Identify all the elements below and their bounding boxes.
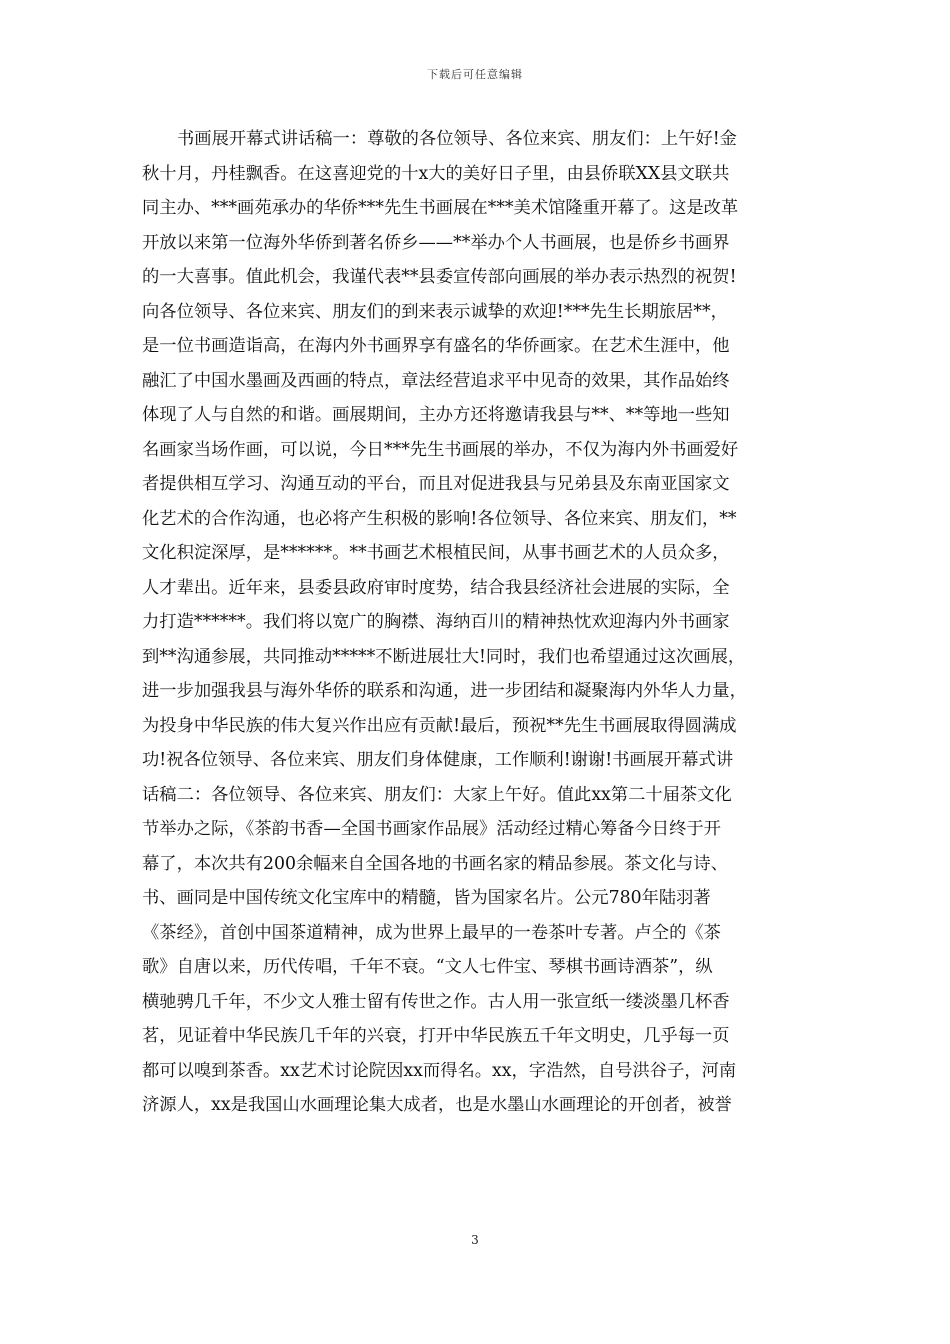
paragraph-line: 进一步加强我县与海外华侨的联系和沟通，进一步团结和凝聚海内外华人力量， [142, 681, 747, 701]
paragraph-line: 节举办之际，《茶韵书香—全国书画家作品展》活动经过精心筹备今日终于开 [142, 819, 721, 839]
paragraph-line: 名画家当场作画，可以说，今日***先生书画展的举办，不仅为海内外书画爱好 [142, 439, 739, 460]
paragraph-line: 同主办、***画苑承办的华侨***先生书画展在***美术馆隆重开幕了。这是改革 [142, 198, 739, 218]
paragraph-line: 横驰骋几千年，不少文人雅士留有传世之作。古人用一张宣纸一缕淡墨几杯香 [142, 991, 730, 1012]
paragraph-line: 歌》自唐以来，历代传唱，千年不衰。“文人七件宝、琴棋书画诗酒茶”，纵 [142, 957, 713, 977]
paragraph-line: 开放以来第一位海外华侨到著名侨乡——**举办个人书画展，也是侨乡书画界 [142, 232, 730, 253]
document-body [142, 122, 810, 1123]
paragraph-line: 都可以嗅到茶香。xx艺术讨论院因xx而得名。xx，字浩然，自号洪谷子，河南 [142, 1060, 737, 1081]
paragraph-line: 功!祝各位领导、各位来宾、朋友们身体健康，工作顺利!谢谢!书画展开幕式讲 [142, 750, 734, 770]
paragraph-line: 文化积淀深厚，是******。**书画艺术根植民间，从事书画艺术的人员众多， [142, 543, 730, 563]
paragraph-line: 的一大喜事。值此机会，我谨代表**县委宣传部向画展的举办表示热烈的祝贺! [142, 267, 737, 287]
paragraph-line: 人才辈出。近年来，县委县政府审时度势，结合我县经济社会进展的实际，全 [142, 577, 730, 598]
page-header: 下载后可任意编辑 [427, 68, 523, 81]
paragraph-line: 茗，见证着中华民族几千年的兴衰，打开中华民族五千年文明史，几乎每一页 [142, 1026, 730, 1046]
paragraph-line: 书、画同是中国传统文化宝库中的精髓，皆为国家名片。公元780年陆羽著 [142, 888, 711, 908]
paragraph-line: 幕了，本次共有200余幅来自全国各地的书画名家的精品参展。茶文化与诗、 [142, 853, 728, 874]
paragraph-line: 化艺术的合作沟通，也必将产生积极的影响!各位领导、各位来宾、朋友们，** [142, 508, 737, 529]
paragraph-line: 是一位书画造诣高，在海内外书画界享有盛名的华侨画家。在艺术生涯中，他 [142, 336, 730, 356]
paragraph-line: 为投身中华民族的伟大复兴作出应有贡献!最后，预祝**先生书画展取得圆满成 [142, 715, 737, 736]
paragraph-line: 话稿二：各位领导、各位来宾、朋友们：大家上午好。值此xx第二十届茶文化 [142, 784, 732, 805]
paragraph-line: 到**沟通参展，共同推动*****不断进展壮大!同时，我们也希望通过这次画展， [142, 646, 746, 667]
paragraph-line: 《茶经》，首创中国茶道精神，成为世界上最早的一卷茶叶专著。卢仝的《茶 [142, 922, 721, 943]
paragraph-line: 书画展开幕式讲话稿一：尊敬的各位领导、各位来宾、朋友们：上午好!金 [177, 129, 737, 149]
paragraph-line: 力打造******。我们将以宽广的胸襟、海纳百川的精神热忱欢迎海内外书画家 [142, 612, 730, 632]
paragraph-line: 体现了人与自然的和谐。画展期间，主办方还将邀请我县与**、**等地一些知 [142, 405, 730, 425]
paragraph-line: 济源人，xx是我国山水画理论集大成者，也是水墨山水画理论的开创者，被誉 [142, 1095, 732, 1115]
paragraph-line: 融汇了中国水墨画及西画的特点，章法经营追求平中见奇的效果，其作品始终 [142, 370, 730, 391]
paragraph-line: 者提供相互学习、沟通互动的平台，而且对促进我县与兄弟县及东南亚国家文 [142, 474, 730, 494]
paragraph-line: 向各位领导、各位来宾、朋友们的到来表示诚挚的欢迎!***先生长期旅居**， [142, 301, 728, 322]
paragraph-line: 秋十月，丹桂飘香。在这喜迎党的十x大的美好日子里，由县侨联XX县文联共 [142, 163, 730, 184]
page-number: 3 [471, 1233, 479, 1247]
